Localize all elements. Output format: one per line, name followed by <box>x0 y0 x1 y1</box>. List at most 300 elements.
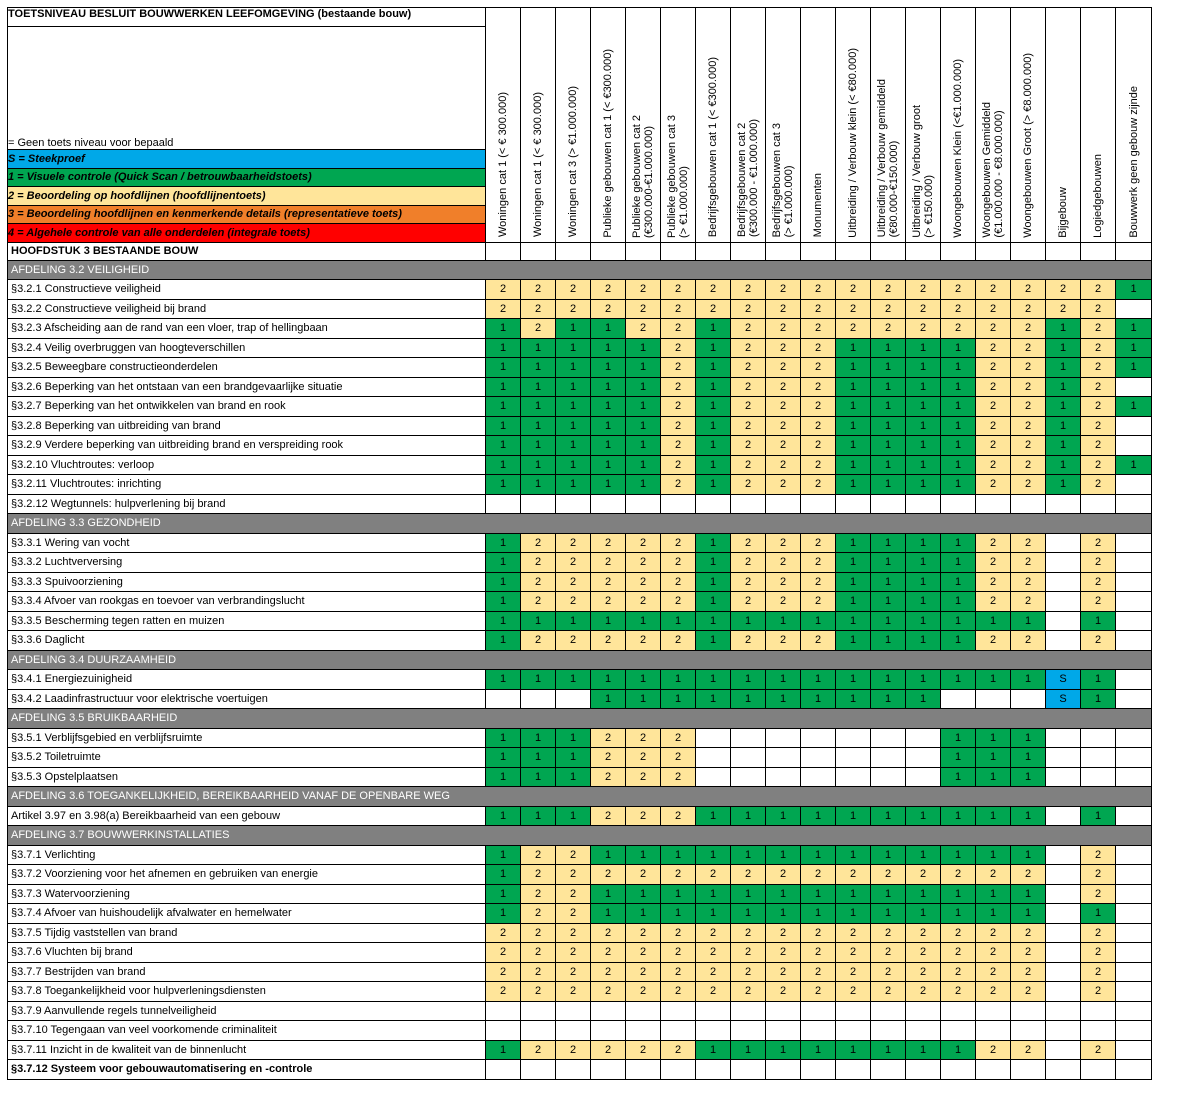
level-cell: 1 <box>521 475 556 495</box>
level-cell: 1 <box>906 397 941 417</box>
column-header-label: Monumenten <box>812 173 824 238</box>
section-heading: AFDELING 3.4 DUURZAAMHEID <box>8 650 1152 670</box>
level-cell: 2 <box>591 299 626 319</box>
level-cell: 2 <box>836 982 871 1002</box>
level-cell: 2 <box>1011 416 1046 436</box>
level-cell <box>731 748 766 768</box>
level-cell <box>801 1060 836 1080</box>
level-cell: 1 <box>836 806 871 826</box>
level-cell: 2 <box>661 553 696 573</box>
legend-level-2: 2 = Beoordeling op hoofdlijnen (hoofdlijnentoets) <box>8 187 486 206</box>
level-cell: 2 <box>766 592 801 612</box>
level-cell: 2 <box>556 553 591 573</box>
level-cell <box>1046 923 1081 943</box>
level-cell: 1 <box>626 416 661 436</box>
level-cell <box>731 1060 766 1080</box>
level-cell <box>766 1060 801 1080</box>
level-cell: 2 <box>521 280 556 300</box>
level-cell <box>836 1021 871 1041</box>
level-cell: 1 <box>696 319 731 339</box>
level-cell <box>871 748 906 768</box>
level-cell: 1 <box>486 338 521 358</box>
level-cell: 2 <box>1011 592 1046 612</box>
level-cell: 1 <box>486 748 521 768</box>
level-cell: 2 <box>976 299 1011 319</box>
level-cell: 1 <box>556 670 591 690</box>
level-cell: 2 <box>871 865 906 885</box>
level-cell: 2 <box>661 416 696 436</box>
column-header <box>696 8 731 243</box>
level-cell: 1 <box>941 475 976 495</box>
level-cell: 1 <box>766 689 801 709</box>
table-row <box>8 631 1152 651</box>
level-cell: 2 <box>626 533 661 553</box>
level-cell: 2 <box>836 299 871 319</box>
level-cell: 1 <box>591 436 626 456</box>
level-cell: 1 <box>486 436 521 456</box>
level-cell <box>871 728 906 748</box>
level-cell <box>486 1021 521 1041</box>
level-cell <box>731 494 766 514</box>
level-cell <box>1046 904 1081 924</box>
level-cell: 1 <box>1046 358 1081 378</box>
level-cell: 1 <box>871 436 906 456</box>
column-header <box>766 8 801 243</box>
level-cell <box>731 1001 766 1021</box>
level-cell: 2 <box>731 338 766 358</box>
level-cell: 2 <box>731 923 766 943</box>
level-cell: 1 <box>801 904 836 924</box>
table-row <box>8 1021 1152 1041</box>
level-cell: 2 <box>661 533 696 553</box>
level-cell: 1 <box>556 397 591 417</box>
level-cell: 1 <box>626 475 661 495</box>
level-cell: 2 <box>976 943 1011 963</box>
table-row <box>8 416 1152 436</box>
level-cell: 1 <box>1046 475 1081 495</box>
level-cell: 2 <box>696 299 731 319</box>
table-row <box>8 923 1152 943</box>
level-cell <box>1046 728 1081 748</box>
level-cell: 2 <box>976 455 1011 475</box>
level-cell: 2 <box>1081 982 1116 1002</box>
level-cell <box>1011 494 1046 514</box>
level-cell: 1 <box>1116 455 1152 475</box>
level-cell: 1 <box>941 572 976 592</box>
level-cell <box>696 728 731 748</box>
level-cell <box>871 1021 906 1041</box>
level-cell <box>941 1060 976 1080</box>
level-cell <box>801 767 836 787</box>
level-cell: 1 <box>906 533 941 553</box>
level-cell <box>591 1001 626 1021</box>
level-cell: 2 <box>626 748 661 768</box>
table-row <box>8 572 1152 592</box>
level-cell: 2 <box>521 962 556 982</box>
level-cell: 1 <box>661 884 696 904</box>
level-cell <box>521 1021 556 1041</box>
level-cell: 2 <box>976 962 1011 982</box>
level-cell: 2 <box>976 982 1011 1002</box>
level-cell: 1 <box>871 338 906 358</box>
level-cell: 1 <box>521 670 556 690</box>
level-cell <box>486 1001 521 1021</box>
level-cell: 1 <box>1046 436 1081 456</box>
section-row <box>8 260 1152 280</box>
level-cell: 1 <box>1046 416 1081 436</box>
level-cell: 2 <box>556 280 591 300</box>
column-header <box>941 8 976 243</box>
level-cell: 2 <box>1011 397 1046 417</box>
level-cell <box>836 1060 871 1080</box>
level-cell: 1 <box>871 358 906 378</box>
level-cell: 2 <box>626 280 661 300</box>
column-header <box>486 8 521 243</box>
level-cell <box>661 1021 696 1041</box>
level-cell <box>1046 943 1081 963</box>
empty-cell <box>906 242 941 260</box>
empty-cell <box>486 242 521 260</box>
column-header-label: Bouwwerk geen gebouw zijnde <box>1127 85 1140 238</box>
level-cell <box>1116 865 1152 885</box>
level-cell: 1 <box>696 572 731 592</box>
column-header-label: Publieke gebouwen cat 3 (> €1.000.000) <box>666 114 690 238</box>
level-cell: 2 <box>661 377 696 397</box>
level-cell: 2 <box>626 572 661 592</box>
level-cell: 2 <box>731 416 766 436</box>
level-cell: 2 <box>626 592 661 612</box>
level-cell: 2 <box>626 943 661 963</box>
row-label: §3.2.8 Beperking van uitbreiding van brand <box>8 416 486 436</box>
level-cell: 1 <box>731 845 766 865</box>
level-cell: 1 <box>556 475 591 495</box>
column-header-label: Publieke gebouwen cat 1 (< €300.000) <box>602 48 614 238</box>
row-label: §3.2.3 Afscheiding aan de rand van een vloer, trap of hellingbaan <box>8 319 486 339</box>
row-label: §3.7.9 Aanvullende regels tunnelveiligheid <box>8 1001 486 1021</box>
level-cell <box>731 767 766 787</box>
level-cell: 1 <box>976 806 1011 826</box>
level-cell: 1 <box>906 572 941 592</box>
level-cell: 2 <box>556 904 591 924</box>
level-cell: 1 <box>1011 611 1046 631</box>
level-cell: 1 <box>521 338 556 358</box>
level-cell <box>626 1060 661 1080</box>
level-cell: 2 <box>661 397 696 417</box>
level-cell: 2 <box>696 280 731 300</box>
level-cell: 1 <box>626 689 661 709</box>
level-cell: 1 <box>941 884 976 904</box>
level-cell <box>696 1060 731 1080</box>
level-cell <box>1116 494 1152 514</box>
level-cell: S <box>1046 670 1081 690</box>
level-cell: 1 <box>1081 904 1116 924</box>
level-cell: 1 <box>521 416 556 436</box>
table-row <box>8 475 1152 495</box>
empty-cell <box>836 242 871 260</box>
table-row <box>8 845 1152 865</box>
table-row <box>8 748 1152 768</box>
level-cell: 1 <box>591 475 626 495</box>
level-cell: 2 <box>801 377 836 397</box>
level-cell: 2 <box>556 982 591 1002</box>
level-cell: 2 <box>521 982 556 1002</box>
level-cell: 2 <box>1081 845 1116 865</box>
level-cell <box>1116 533 1152 553</box>
level-cell: 2 <box>1011 631 1046 651</box>
level-cell: 2 <box>836 865 871 885</box>
row-label: §3.3.2 Luchtverversing <box>8 553 486 573</box>
level-cell: 2 <box>556 1040 591 1060</box>
level-cell: 1 <box>836 338 871 358</box>
level-cell: 2 <box>731 377 766 397</box>
empty-cell <box>801 242 836 260</box>
level-cell: 1 <box>1046 377 1081 397</box>
level-cell: 2 <box>591 748 626 768</box>
table-row <box>8 338 1152 358</box>
level-cell: 1 <box>871 455 906 475</box>
level-cell: 1 <box>871 670 906 690</box>
level-cell: 1 <box>696 358 731 378</box>
level-cell <box>1116 962 1152 982</box>
level-cell: 1 <box>1046 338 1081 358</box>
level-cell <box>696 767 731 787</box>
row-label: §3.7.6 Vluchten bij brand <box>8 943 486 963</box>
level-cell <box>1081 728 1116 748</box>
level-cell: 1 <box>486 728 521 748</box>
table-row <box>8 611 1152 631</box>
level-cell <box>591 1021 626 1041</box>
level-cell: 1 <box>556 767 591 787</box>
level-cell: 2 <box>1081 923 1116 943</box>
level-cell: 1 <box>591 397 626 417</box>
level-cell: 2 <box>1011 436 1046 456</box>
level-cell: 2 <box>1011 943 1046 963</box>
level-cell: 2 <box>556 592 591 612</box>
level-cell: 1 <box>486 592 521 612</box>
level-cell: 2 <box>906 865 941 885</box>
level-cell: 1 <box>556 436 591 456</box>
level-cell <box>1046 1021 1081 1041</box>
level-cell: 2 <box>766 358 801 378</box>
level-cell: 1 <box>591 904 626 924</box>
level-cell <box>871 1060 906 1080</box>
level-cell: 2 <box>1081 631 1116 651</box>
level-cell <box>1116 1060 1152 1080</box>
level-cell: 2 <box>661 475 696 495</box>
level-cell <box>486 689 521 709</box>
level-cell: 2 <box>906 319 941 339</box>
level-cell: 1 <box>871 631 906 651</box>
legend-level-1: 1 = Visuele controle (Quick Scan / betrouwbaarheidstoets) <box>8 168 486 187</box>
level-cell: 1 <box>906 631 941 651</box>
table-row <box>8 670 1152 690</box>
level-cell: 2 <box>801 319 836 339</box>
level-cell: 1 <box>486 884 521 904</box>
level-cell <box>836 728 871 748</box>
level-cell: 2 <box>976 416 1011 436</box>
level-cell: 1 <box>1011 728 1046 748</box>
level-cell: 1 <box>836 533 871 553</box>
level-cell: 2 <box>486 982 521 1002</box>
level-cell <box>1046 611 1081 631</box>
level-cell: 1 <box>871 884 906 904</box>
level-cell: 2 <box>1081 416 1116 436</box>
level-cell: 1 <box>906 884 941 904</box>
level-cell <box>486 1060 521 1080</box>
empty-cell <box>941 242 976 260</box>
level-cell: 1 <box>626 377 661 397</box>
level-cell: 1 <box>556 416 591 436</box>
level-cell: 2 <box>1011 377 1046 397</box>
level-cell: 1 <box>871 397 906 417</box>
level-cell: 1 <box>836 689 871 709</box>
level-cell: 2 <box>941 923 976 943</box>
level-cell: 1 <box>906 553 941 573</box>
level-cell: 2 <box>976 397 1011 417</box>
legend-geen: = Geen toets niveau voor bepaald <box>8 27 486 150</box>
level-cell: 1 <box>591 455 626 475</box>
level-cell: 2 <box>976 553 1011 573</box>
column-header-label: Woongebouwen Groot (> €8.000.000) <box>1022 52 1034 238</box>
level-cell: 1 <box>941 728 976 748</box>
toetsniveau-table <box>7 7 1152 1080</box>
level-cell: 2 <box>626 631 661 651</box>
column-header <box>906 8 941 243</box>
level-cell: 2 <box>766 299 801 319</box>
level-cell: 1 <box>836 436 871 456</box>
level-cell: 1 <box>941 631 976 651</box>
level-cell <box>626 1021 661 1041</box>
level-cell: 1 <box>521 767 556 787</box>
level-cell: 1 <box>591 416 626 436</box>
level-cell: 1 <box>1046 397 1081 417</box>
level-cell: 2 <box>591 865 626 885</box>
row-label: §3.3.5 Bescherming tegen ratten en muizen <box>8 611 486 631</box>
empty-cell <box>766 242 801 260</box>
level-cell <box>1046 806 1081 826</box>
level-cell: 2 <box>941 982 976 1002</box>
level-cell: 2 <box>801 982 836 1002</box>
level-cell: 1 <box>696 338 731 358</box>
level-cell <box>661 1001 696 1021</box>
level-cell <box>1116 299 1152 319</box>
level-cell: 1 <box>976 748 1011 768</box>
level-cell: 1 <box>696 884 731 904</box>
level-cell: 2 <box>1081 397 1116 417</box>
level-cell: 1 <box>976 767 1011 787</box>
level-cell: 1 <box>801 806 836 826</box>
level-cell: 1 <box>486 319 521 339</box>
level-cell: 2 <box>521 631 556 651</box>
level-cell: 1 <box>941 553 976 573</box>
level-cell: 1 <box>521 358 556 378</box>
level-cell: 1 <box>871 1040 906 1060</box>
level-cell: 2 <box>801 338 836 358</box>
level-cell: 2 <box>1081 533 1116 553</box>
legend-steekproef: S = Steekproef <box>8 150 486 169</box>
level-cell: 2 <box>871 982 906 1002</box>
level-cell: 1 <box>521 748 556 768</box>
level-cell <box>906 728 941 748</box>
level-cell: 2 <box>696 923 731 943</box>
level-cell <box>1116 611 1152 631</box>
section-row <box>8 514 1152 534</box>
level-cell: 1 <box>871 416 906 436</box>
level-cell: 1 <box>1011 806 1046 826</box>
level-cell: 2 <box>661 572 696 592</box>
level-cell <box>1116 943 1152 963</box>
level-cell: 1 <box>766 845 801 865</box>
column-header-label: Bedrijfsgebouwen cat 3 (> €1.000.000) <box>771 123 795 238</box>
level-cell <box>1046 748 1081 768</box>
level-cell: 2 <box>801 592 836 612</box>
level-cell: 2 <box>1011 962 1046 982</box>
level-cell: 2 <box>556 845 591 865</box>
level-cell: 1 <box>486 865 521 885</box>
level-cell: 1 <box>696 416 731 436</box>
level-cell: 1 <box>591 611 626 631</box>
level-cell: 2 <box>556 943 591 963</box>
level-cell: 1 <box>976 845 1011 865</box>
level-cell <box>1046 845 1081 865</box>
level-cell <box>766 494 801 514</box>
level-cell <box>1081 1021 1116 1041</box>
column-header-label: Bijgebouw <box>1057 186 1069 238</box>
level-cell <box>1046 982 1081 1002</box>
level-cell: 2 <box>591 728 626 748</box>
level-cell <box>1116 806 1152 826</box>
level-cell: 2 <box>801 962 836 982</box>
row-label: §3.7.3 Watervoorziening <box>8 884 486 904</box>
level-cell: 2 <box>801 553 836 573</box>
level-cell <box>801 748 836 768</box>
empty-cell <box>1116 242 1152 260</box>
row-label: §3.7.12 Systeem voor gebouwautomatisering en -controle <box>8 1060 486 1080</box>
level-cell: 2 <box>661 592 696 612</box>
level-cell: 1 <box>556 611 591 631</box>
level-cell: 1 <box>731 904 766 924</box>
level-cell: 1 <box>696 475 731 495</box>
level-cell: 2 <box>1081 592 1116 612</box>
level-cell: 1 <box>626 670 661 690</box>
level-cell: 1 <box>521 377 556 397</box>
section-row <box>8 826 1152 846</box>
level-cell <box>941 494 976 514</box>
row-label: §3.2.10 Vluchtroutes: verloop <box>8 455 486 475</box>
empty-cell <box>626 242 661 260</box>
level-cell <box>521 1001 556 1021</box>
level-cell: 2 <box>766 865 801 885</box>
level-cell: 1 <box>591 884 626 904</box>
level-cell: 2 <box>591 533 626 553</box>
level-cell <box>1046 494 1081 514</box>
level-cell: 2 <box>626 767 661 787</box>
level-cell: 1 <box>1046 319 1081 339</box>
empty-cell <box>521 242 556 260</box>
column-header-label: Woningen cat 3 (> €1.000.000) <box>567 86 579 238</box>
level-cell: 1 <box>1116 358 1152 378</box>
level-cell: 1 <box>906 358 941 378</box>
level-cell: 1 <box>626 904 661 924</box>
level-cell <box>1046 592 1081 612</box>
level-cell: 1 <box>486 767 521 787</box>
level-cell: 2 <box>591 767 626 787</box>
level-cell: 1 <box>696 904 731 924</box>
level-cell: 2 <box>801 397 836 417</box>
level-cell: 2 <box>976 572 1011 592</box>
level-cell: 1 <box>626 358 661 378</box>
level-cell: 2 <box>941 280 976 300</box>
